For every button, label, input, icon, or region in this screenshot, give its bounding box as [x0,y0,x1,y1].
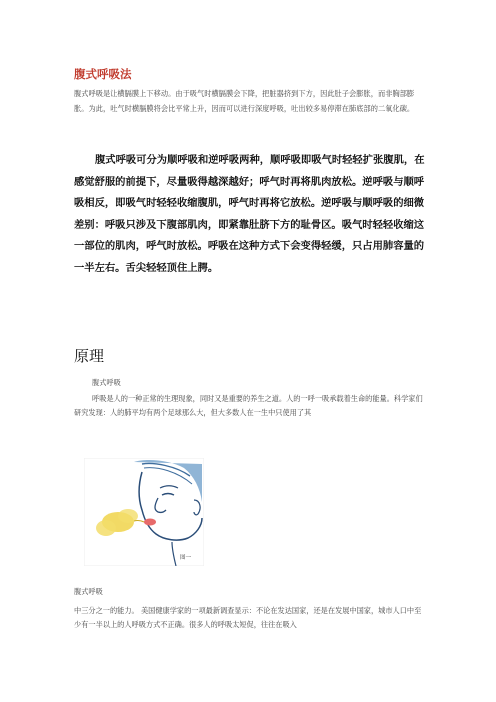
section-heading: 原理 [74,347,105,365]
intro-paragraph: 腹式呼吸是让横膈膜上下移动。由于吸气时横膈膜会下降，把脏器挤到下方，因此肚子会膨胀，而非胸部膨胀。为此，吐气时横膈膜将会比平常上升，因而可以进行深度呼吸，吐出较多易停滞在肺底部的二氧化碳。 [74,89,415,114]
sub-label: 腹式呼吸 [92,378,121,387]
document-title: 腹式呼吸法 [74,67,132,81]
face-breathing-drawing [84,458,204,566]
body-paragraph-2: 中三分之一的能力。 美国健康学家的一项最新调查显示：不论在发达国家，还是在发展中国家，城市人口中至少有一半以上的人呼吸方式不正确。很多人的呼吸太短促，往往在吸入 [74,606,422,629]
body-paragraph: 呼吸是人的一种正常的生理现象，同时又是重要的养生之道。人的一呼一吸承载着生命的能量。科学家们研究发现：人的肺平均有两个足球那么大，但大多数人在一生中只使用了其 [74,394,423,417]
bold-paragraph: 腹式呼吸可分为顺呼吸和逆呼吸两种，顺呼吸即吸气时轻轻扩张腹肌，在感觉舒服的前提下，尽量吸得越深越好；呼气时再将肌肉放松。逆呼吸与顺呼吸相反，即吸气时轻轻收缩腹肌，呼气时再将它放松。逆呼吸与顺呼吸的细微差别：呼吸只涉及下腹部肌肉，即紧靠肚脐下方的耻骨区。吸气时轻轻收缩这一部位的肌肉，呼气时放松。呼吸在这种方式下会变得轻缓，只占用肺容量的一半左右。舌尖轻轻顶住上腭。 [74,154,425,274]
caption-label: 腹式呼吸 [74,587,103,596]
breathing-illustration [84,458,204,566]
figure-label: 图一 [180,555,192,561]
